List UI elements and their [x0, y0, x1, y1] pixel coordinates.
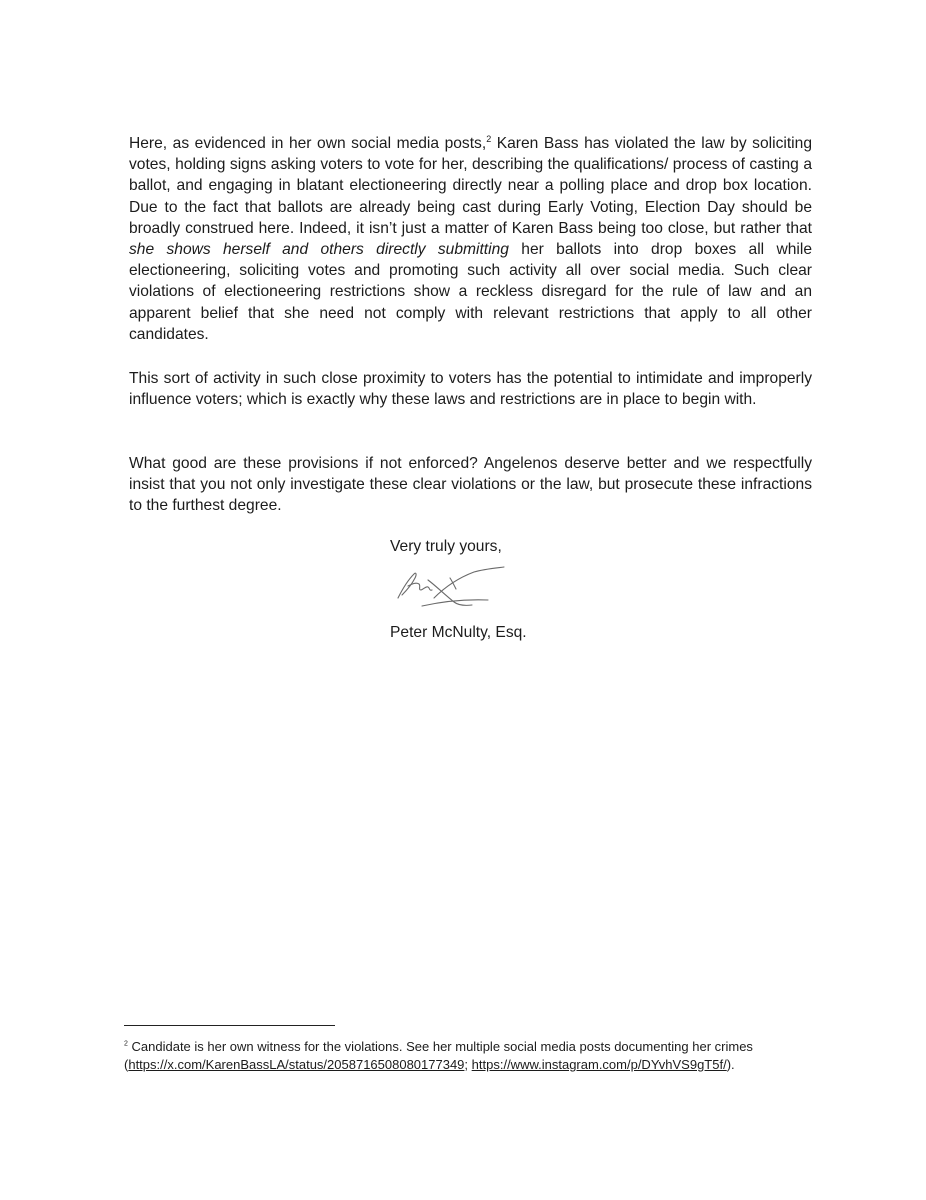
paragraph-1-text-b: Karen Bass has violated the law by soliciting votes, holding signs asking voters to vote for her, describing the qualifications/ process of casting a ballot, and engaging in blatant electioneering directly near a polling place and drop box location. Due to the fact that ballots are already being cast during Early Voting, Election Day should be broadly construed here. Indeed, it isn’t just a matter of Karen Bass being too close, but rather that	[129, 135, 812, 237]
paragraph-1-text-a: Here, as evidenced in her own social media posts,	[129, 135, 487, 152]
footnote-divider	[124, 1025, 335, 1026]
footnote-reference: 2	[486, 133, 492, 144]
body-paragraph-1	[129, 133, 812, 345]
closing-salutation: Very truly yours,	[390, 538, 502, 555]
paragraph-1-text-c: her ballots into drop boxes all while electioneering, soliciting votes and promoting such activity all over social media. Such clear violations of electioneering restrictions show a reckless disregard for the rule of law and an apparent belief that she need not comply with relevant restrictions that apply to all other candidates.	[129, 241, 813, 343]
footnote-link-x[interactable]: https://x.com/KarenBassLA/status/2058716508080177349	[128, 1057, 465, 1072]
footnote-text: Candidate is her own witness for the violations. See her multiple social media posts documenting her crimes (	[124, 1039, 753, 1072]
footnote-separator: ;	[464, 1057, 472, 1072]
body-paragraph-2: This sort of activity in such close proximity to voters has the potential to intimidate and improperly influence voters; which is exactly why these laws and restrictions are in place to begin with.	[129, 370, 812, 409]
footnote-link-instagram[interactable]: https://www.instagram.com/p/DYvhVS9gT5f/	[471, 1057, 727, 1072]
paragraph-1-emphasis: she shows herself and others directly submitting	[129, 241, 509, 259]
handwritten-signature	[392, 562, 510, 610]
footnote	[124, 1038, 824, 1074]
footnote-number: 2	[124, 1040, 128, 1048]
signer-name: Peter McNulty, Esq.	[390, 624, 527, 641]
footnote-end: ).	[726, 1057, 735, 1072]
body-paragraph-3: What good are these provisions if not enforced? Angelenos deserve better and we respectfully insist that you not only investigate these clear violations or the law, but prosecute these infractions to the furthest degree.	[129, 455, 812, 515]
